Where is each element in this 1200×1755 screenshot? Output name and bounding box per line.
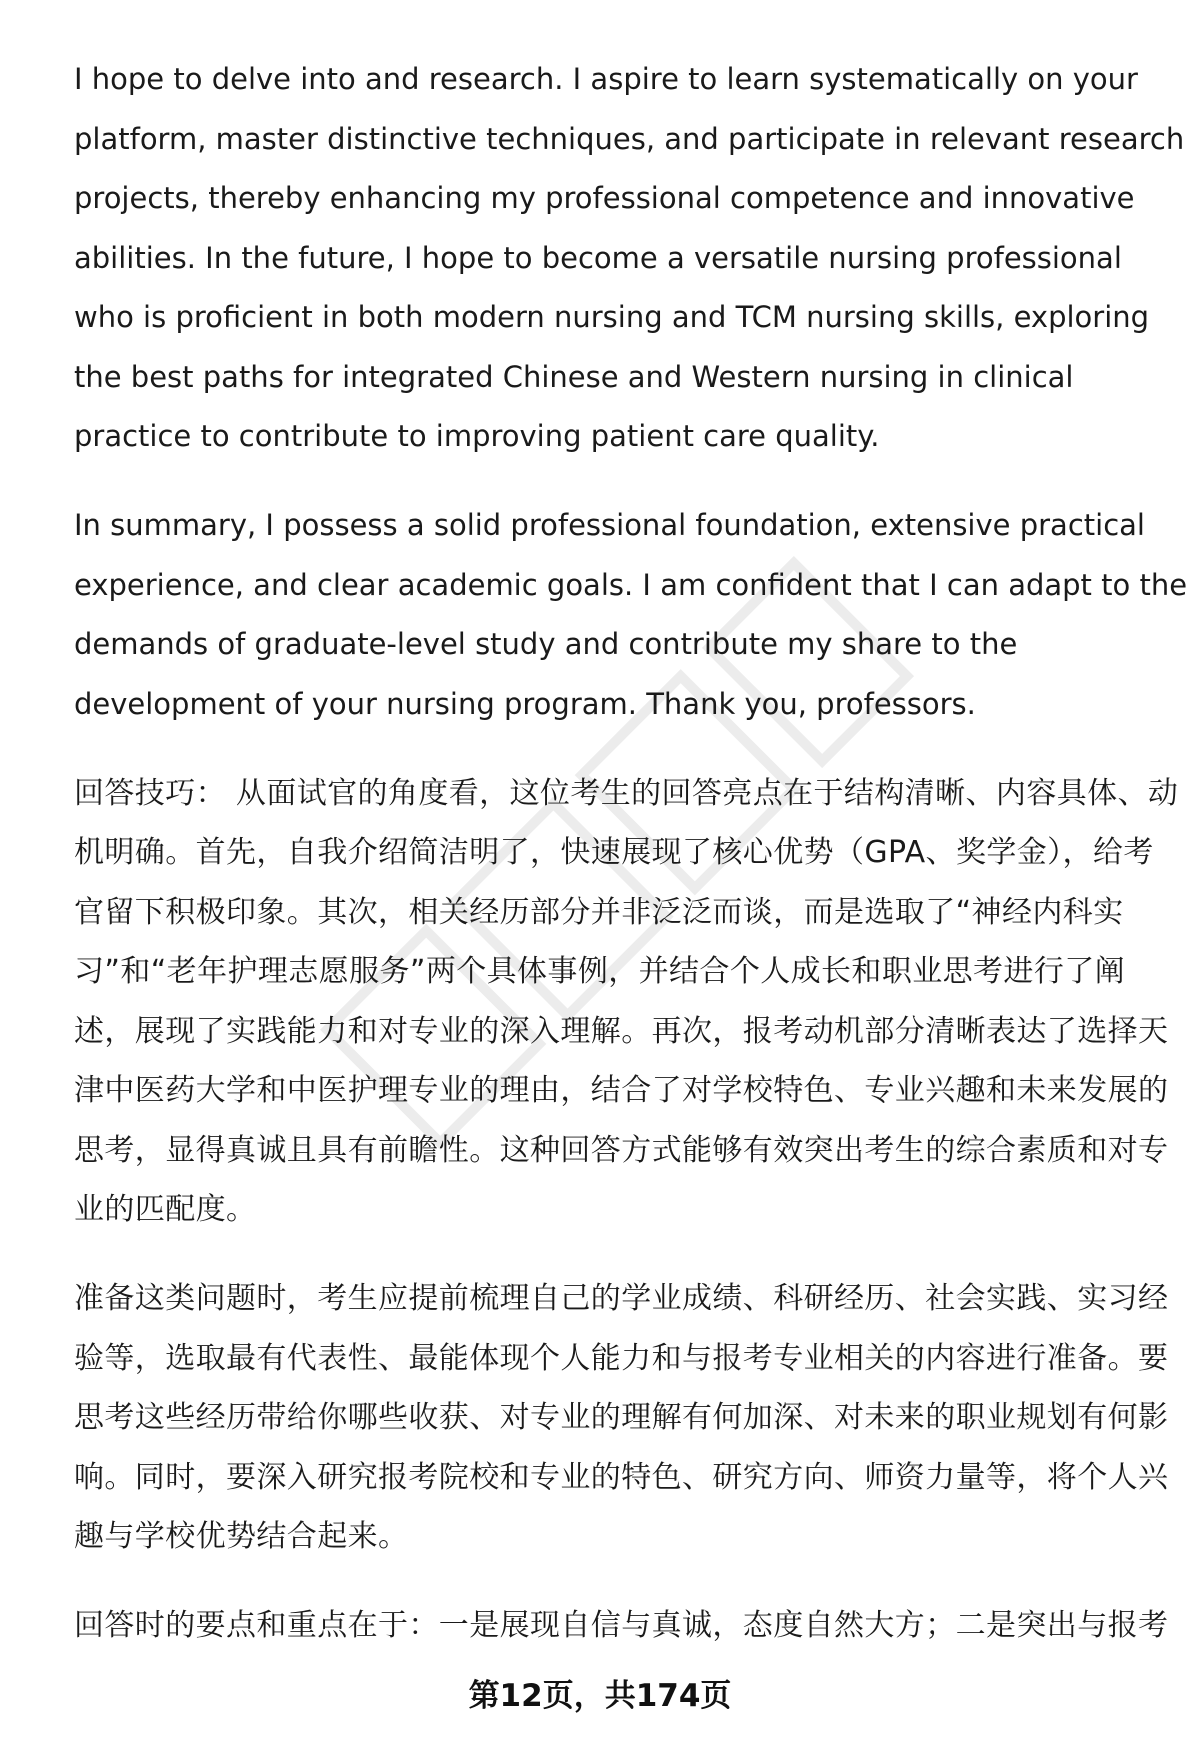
text-line: abilities. In the future, I hope to become a versatile nursing professional: [74, 240, 1122, 275]
text-line: projects, thereby enhancing my professional competence and innovative: [74, 181, 1135, 215]
text-line: I hope to delve into and research. I aspire to learn systematically on your: [74, 62, 1138, 96]
text-line: 业的匹配度。: [74, 1192, 257, 1227]
text-line: who is proficient in both modern nursing and TCM nursing skills, exploring: [74, 300, 1150, 334]
text-line: 官留下积极印象。其次，相关经历部分并非泛泛而谈，而是选取了“神经内科实: [74, 894, 1124, 930]
text-line: 津中医药大学和中医护理专业的理由，结合了对学校特色、专业兴趣和未来发展的: [74, 1073, 1169, 1108]
text-line: development of your nursing program. Thank you, professors.: [74, 686, 976, 721]
text-line: 机明确。首先，自我介绍简洁明了，快速展现了核心优势（GPA、奖学金），给考: [74, 835, 1154, 870]
text-line: 响。同时，要深入研究报考院校和专业的特色、研究方向、师资力量等，将个人兴: [74, 1459, 1169, 1495]
text-line: 验等，选取最有代表性、最能体现个人能力和与报考专业相关的内容进行准备。要: [74, 1340, 1169, 1376]
paragraph: [74, 1596, 1169, 1656]
text-line: the best paths for integrated Chinese and Western nursing in clinical: [74, 359, 1074, 394]
text-line: 回答时的要点和重点在于：一是展现自信与真诚，态度自然大方；二是突出与报考: [74, 1608, 1169, 1643]
text-line: demands of graduate-level study and contribute my share to the: [74, 627, 1018, 661]
text-line: experience, and clear academic goals. I am confident that I can adapt to the: [74, 567, 1188, 602]
text-line: 述，展现了实践能力和对专业的深入理解。再次，报考动机部分清晰表达了选择天: [74, 1013, 1169, 1049]
paragraph: [74, 50, 1185, 467]
paragraph: [74, 496, 1188, 734]
page-number: 第12页，共174页: [468, 1678, 732, 1714]
document-body: [74, 50, 1188, 1685]
paragraph: [74, 1269, 1169, 1567]
text-line: 趣与学校优势结合起来。: [74, 1519, 409, 1554]
text-line: practice to contribute to improving patient care quality.: [74, 419, 880, 453]
text-line: In summary, I possess a solid professional foundation, extensive practical: [74, 508, 1145, 542]
text-line: 思考这些经历带给你哪些收获、对专业的理解有何加深、对未来的职业规划有何影: [74, 1400, 1169, 1435]
text-line: 回答技巧： 从面试官的角度看，这位考生的回答亮点在于结构清晰、内容具体、动: [74, 775, 1179, 811]
text-line: platform, master distinctive techniques, and participate in relevant research: [74, 121, 1185, 156]
text-line: 思考，显得真诚且具有前瞻性。这种回答方式能够有效突出考生的综合素质和对专: [74, 1132, 1169, 1168]
text-line: 习”和“老年护理志愿服务”两个具体事例，并结合个人成长和职业思考进行了阐: [74, 954, 1126, 989]
text-line: 准备这类问题时，考生应提前梳理自己的学业成绩、科研经历、社会实践、实习经: [74, 1281, 1169, 1316]
paragraph: [74, 764, 1179, 1240]
